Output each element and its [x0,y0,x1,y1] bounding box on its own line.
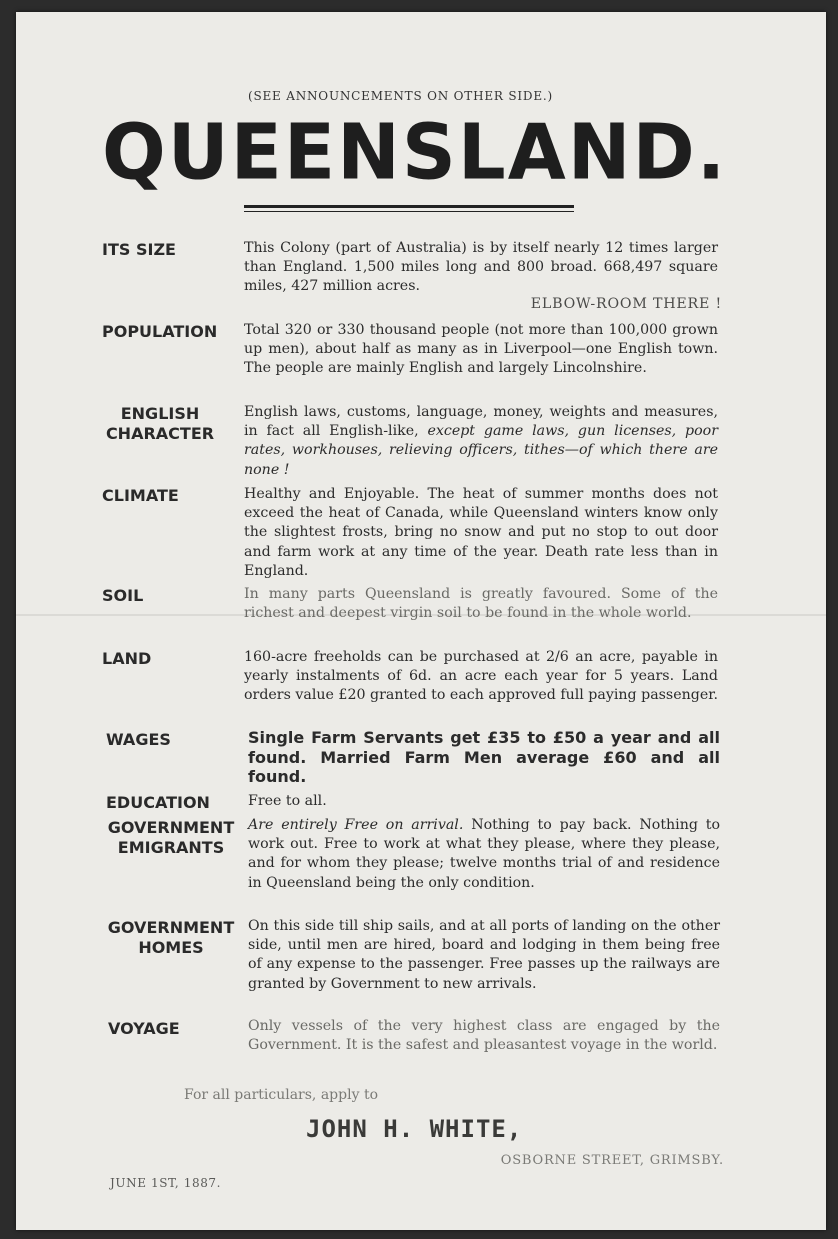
label-line: GOVERNMENT [107,918,235,937]
see-announcements-note: (SEE ANNOUNCEMENTS ON OTHER SIDE.) [248,89,553,103]
section-label-size: ITS SIZE [102,240,176,259]
emigrants-plain-text: Nothing to pay back. Nothing to work out. Free to work at what they please, where they please, and for whom they please; twelve months trial of and residence in Queensland being the only condition. [248,817,720,891]
poster-sheet [16,12,826,1230]
section-label-land: LAND [102,649,152,668]
section-label-homes [102,918,240,958]
section-label-emigrants [102,818,240,858]
section-label-climate: CLIMATE [102,486,179,505]
label-line: GOVERNMENT [107,818,235,837]
section-label-character [96,404,224,444]
section-label-population: POPULATION [102,322,218,341]
section-text-land: 160-acre freeholds can be purchased at 2/6 an acre, payable in yearly instalments of 6d. an acre each year for 5 years. Land orders value £20 granted to each approved full paying passenger. [244,649,718,704]
section-label-education: EDUCATION [106,793,210,812]
label-line: ENGLISH [120,404,200,423]
character-plain-text: English laws, customs, language, money, weights and measures, in fact all English-like, [244,404,718,440]
particulars-note: For all particulars, apply to [184,1087,378,1103]
agent-name: JOHN H. WHITE, [306,1115,523,1143]
section-text-emigrants [248,816,720,893]
section-label-voyage: VOYAGE [108,1019,180,1038]
label-line: CHARACTER [105,424,215,443]
label-line: HOMES [138,938,204,957]
section-text-wages: Single Farm Servants get £35 to £50 a year and all found. Married Farm Men average £60 and all found. [248,728,720,786]
title-rule-thin [244,211,574,212]
title-rule-thick [244,205,574,208]
section-text-soil: In many parts Queensland is greatly favoured. Some of the richest and deepest virgin soil to be found in the whole world. [244,586,718,622]
section-text-size: This Colony (part of Australia) is by itself nearly 12 times larger than England. 1,500 miles long and 800 broad. 668,497 square miles, 427 million acres. [244,240,718,295]
label-line: EMIGRANTS [117,838,225,857]
emigrants-italic-text: Are entirely Free on arrival. [248,817,464,833]
section-text-climate: Healthy and Enjoyable. The heat of summer months does not exceed the heat of Canada, while Queensland winters know only the slightest frosts, bring no snow and put no stop to out door and farm work at any time of the year. Death rate less than in England. [244,486,718,579]
section-text-character [244,403,718,480]
agent-address: OSBORNE STREET, GRIMSBY. [500,1153,724,1168]
section-label-soil: SOIL [102,586,144,605]
character-italic-text: except game laws, gun licenses, poor rates, workhouses, relieving officers, tithes—of which there are none ! [244,423,718,478]
elbow-room-tagline: ELBOW-ROOM THERE ! [530,296,722,312]
section-text-homes: On this side till ship sails, and at all ports of landing on the other side, until men are hired, board and lodging in them being free of any expense to the passenger. Free passes up the railways are granted by Government to new arrivals. [248,918,720,992]
section-text-voyage: Only vessels of the very highest class are engaged by the Government. It is the safest and pleasantest voyage in the world. [248,1018,720,1054]
section-text-population: Total 320 or 330 thousand people (not more than 100,000 grown up men), about half as many as in Liverpool—one English town. The people are mainly English and largely Lincolnshire. [244,322,718,377]
section-text-education: Free to all. [248,793,327,809]
page-title: QUEENSLAND. [102,107,728,197]
section-label-wages: WAGES [106,730,171,749]
issue-date: JUNE 1ST, 1887. [110,1176,222,1190]
